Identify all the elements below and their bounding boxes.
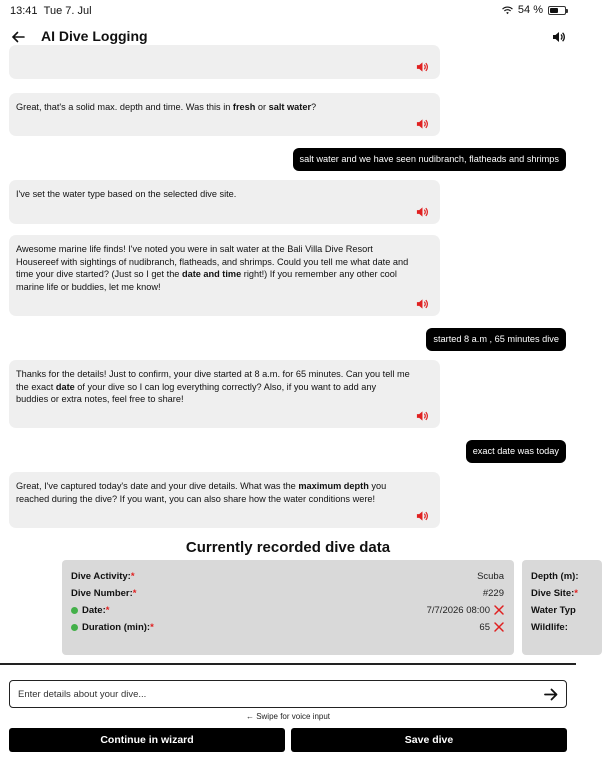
data-label <box>531 605 576 616</box>
swipe-voice-hint: ← Swipe for voice input <box>245 712 331 721</box>
recorded-data-title: Currently recorded dive data <box>185 539 391 556</box>
message-text: or <box>255 102 269 112</box>
data-label-text: Dive Site: <box>531 587 575 599</box>
data-row <box>531 603 592 617</box>
play-message-button[interactable] <box>416 510 428 522</box>
send-icon <box>544 688 558 701</box>
data-row <box>71 603 504 617</box>
battery-icon <box>548 6 566 15</box>
data-label-text: Water Typ <box>531 604 576 616</box>
data-value <box>483 588 504 599</box>
message-text: ? <box>311 102 317 112</box>
message-emphasis: maximum depth <box>298 481 369 491</box>
message-text: Thanks for the details! Just to confirm, your dive started at 8 a.m. for 65 minutes. Can you tell me the exact <box>16 369 410 392</box>
data-label <box>71 571 135 582</box>
divider <box>0 663 576 665</box>
chat-log[interactable] <box>0 53 576 539</box>
speaker-icon <box>416 206 428 218</box>
play-message-button[interactable] <box>416 118 428 130</box>
arrow-left-icon <box>11 31 25 43</box>
user-message: salt water and we have seen nudibranch, flatheads and shrimps <box>293 148 566 171</box>
speaker-icon <box>416 61 428 73</box>
dive-details-input-box[interactable] <box>9 680 567 708</box>
play-message-button[interactable] <box>416 61 428 73</box>
data-value <box>427 605 504 616</box>
page-title: AI Dive Logging <box>41 28 148 44</box>
speaker-icon <box>416 510 428 522</box>
play-message-button[interactable] <box>416 206 428 218</box>
check-dot-icon <box>71 624 78 631</box>
data-label-text: Duration (min): <box>82 621 151 633</box>
data-label <box>71 588 136 599</box>
check-dot-icon <box>71 607 78 614</box>
clear-value-button[interactable] <box>494 622 504 632</box>
bot-message <box>9 180 440 224</box>
bot-message <box>9 93 440 136</box>
message-text: I've set the water type based on the selected dive site. <box>16 189 237 199</box>
data-label-text: Dive Activity: <box>71 570 131 582</box>
status-right <box>502 4 566 16</box>
required-marker: * <box>574 587 578 599</box>
dive-details-input[interactable] <box>18 681 528 707</box>
data-label-text: Wildlife: <box>531 621 568 633</box>
battery-text: 54 % <box>517 4 543 16</box>
data-label <box>531 588 578 599</box>
message-emphasis: date and time <box>181 269 242 279</box>
message-emphasis: date <box>55 381 75 392</box>
data-value <box>479 622 504 633</box>
required-marker: * <box>150 621 154 633</box>
speaker-icon <box>416 298 428 310</box>
save-dive-button[interactable]: Save dive <box>291 728 567 752</box>
required-marker: * <box>105 604 110 616</box>
clear-value-button[interactable] <box>494 605 504 615</box>
user-message: exact date was today <box>466 440 566 463</box>
recorded-data-card-next[interactable] <box>522 560 602 655</box>
speaker-icon <box>416 118 428 130</box>
play-message-button[interactable] <box>416 410 428 422</box>
message-emphasis: fresh <box>232 102 256 112</box>
data-label-text: Date: <box>82 604 106 616</box>
status-time: 13:41 Tue 7. Jul <box>10 5 92 17</box>
data-value-text: 7/7/2026 08:00 <box>426 604 490 616</box>
data-row <box>71 586 504 600</box>
data-label <box>71 622 154 633</box>
data-row <box>71 620 504 634</box>
send-button[interactable] <box>544 688 558 701</box>
data-value-text: #229 <box>482 587 504 599</box>
message-text: Great, I've captured today's date and your dive details. What was the <box>16 481 299 491</box>
data-row <box>71 569 504 583</box>
required-marker: * <box>130 570 135 582</box>
message-text: Great, that's a solid max. depth and time. Was this in <box>16 102 233 112</box>
continue-wizard-button[interactable]: Continue in wizard <box>9 728 285 752</box>
bot-message <box>9 235 440 316</box>
speaker-toggle-button[interactable] <box>548 27 568 47</box>
message-emphasis: salt water <box>268 102 312 112</box>
wifi-icon <box>502 6 513 15</box>
message-text: right!) If you remember any other cool marine life or buddies, let me know! <box>16 269 397 292</box>
data-value <box>477 571 504 582</box>
data-label <box>71 605 109 616</box>
data-row <box>531 620 592 634</box>
message-text: of your dive so I can log everything correctly? Also, if you want to add any buddies or extra notes, feel free to share! <box>16 381 377 404</box>
data-value-text: Scuba <box>477 570 504 582</box>
user-message: started 8 a.m , 65 minutes dive <box>426 328 566 351</box>
speaker-icon <box>416 410 428 422</box>
bot-message <box>9 360 440 428</box>
recorded-data-card[interactable] <box>62 560 514 655</box>
data-value-text: 65 <box>479 621 490 633</box>
bot-message <box>9 472 440 528</box>
data-label-text: Depth (m): <box>531 570 579 582</box>
data-label-text: Dive Number: <box>71 587 133 599</box>
data-row <box>531 569 592 583</box>
required-marker: * <box>132 587 137 599</box>
back-button[interactable] <box>8 27 28 47</box>
message-text: Awesome marine life finds! I've noted you were in salt water at the Bali Villa Dive Resort Housereef with sightings of nudibranch, flatheads, and shrimps. Could you tell me what date and time your dive started? (Just so I get the <box>16 244 409 279</box>
speaker-icon <box>552 31 565 43</box>
status-bar <box>0 0 576 20</box>
message-text: you reached during the dive? If you want, you can also share how the water conditions were! <box>16 481 387 504</box>
data-label <box>531 571 579 582</box>
data-row <box>531 586 592 600</box>
bot-message <box>9 45 440 79</box>
data-label <box>531 622 568 633</box>
play-message-button[interactable] <box>416 298 428 310</box>
